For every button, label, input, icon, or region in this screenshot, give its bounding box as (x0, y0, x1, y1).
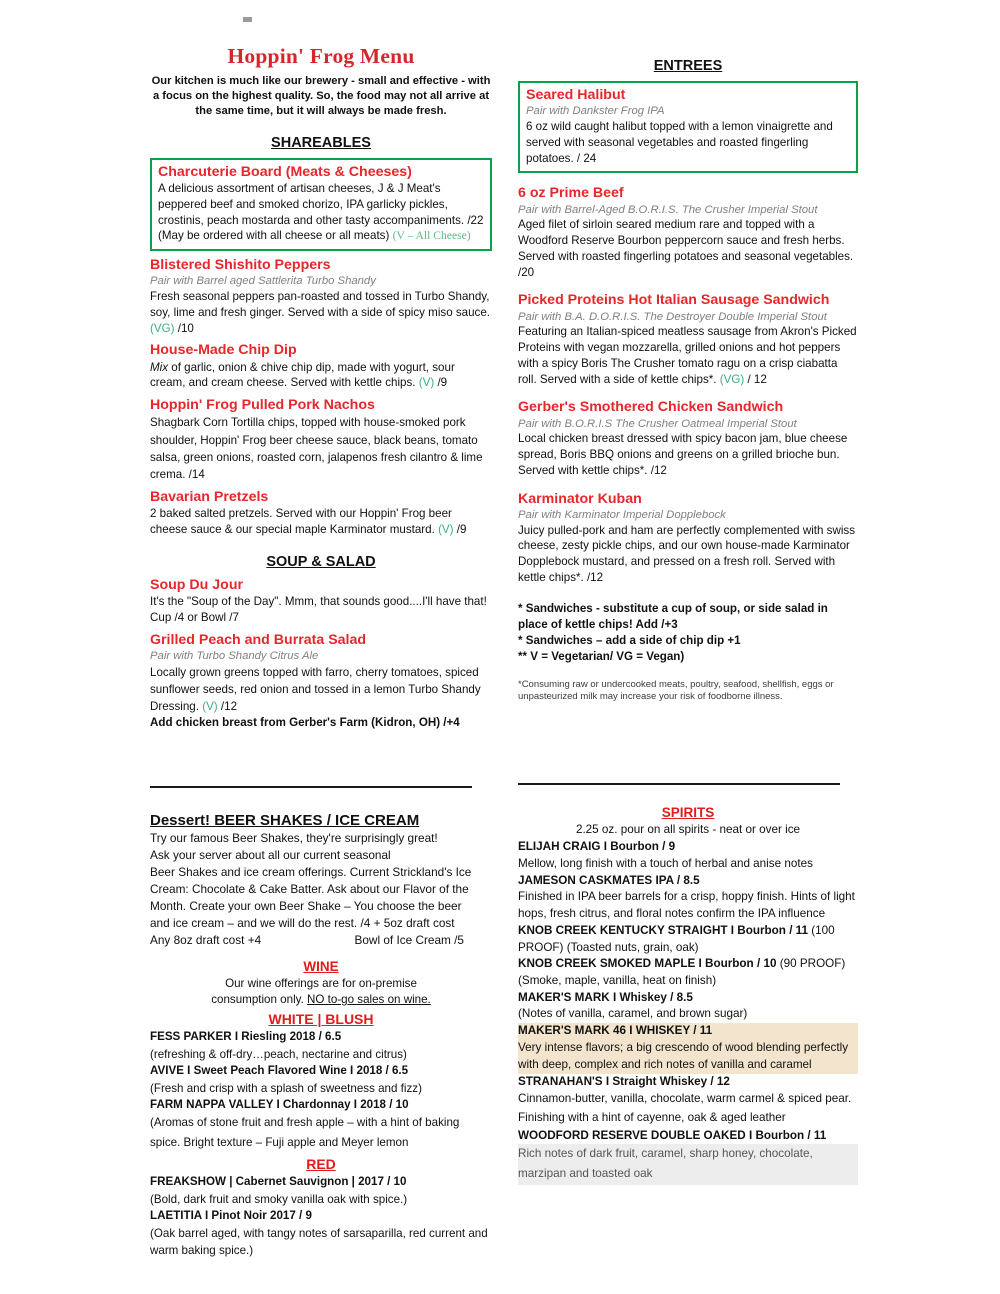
spirit-name: MAKER'S MARK 46 I WHISKEY / 11 (518, 1024, 713, 1038)
section-heading-white-blush: WHITE | BLUSH (268, 1011, 374, 1028)
item-description: 6 oz wild caught halibut topped with a lemon vinaigrette and served with seasonal vegetables and roasted fingerling potatoes. / 24 (526, 119, 833, 165)
wine-entry-laetitia (150, 1208, 492, 1259)
item-name: Picked Proteins Hot Italian Sausage Sandwich (518, 292, 830, 309)
wine-name: AVIVE I Sweet Peach Flavored Wine I 2018 / 6.5 (150, 1064, 409, 1078)
spirit-entry-woodford-reserve-double-oaked (518, 1128, 858, 1185)
section-heading-soup-salad: SOUP & SALAD (266, 553, 376, 570)
section-heading-entrees: ENTREES (653, 58, 723, 74)
section-heading-red-wine: RED (306, 1156, 336, 1173)
item-name: 6 oz Prime Beef (518, 185, 624, 202)
spirits-pour-note: 2.25 oz. pour on all spirits - neat or over ice (575, 823, 801, 836)
spirit-name: KNOB CREEK SMOKED MAPLE I Bourbon / 10 (90 PROOF)(Smoke, maple, vanilla, heat on finish) (518, 957, 846, 987)
item-description: Locally grown greens topped with farro, cherry tomatoes, spiced sunflower seeds, red onion and tossed in a lemon Turbo Shandy Dressing. (V) /12 (150, 665, 481, 714)
spirit-name: STRANAHAN'S I Straight Whiskey / 12 (518, 1074, 730, 1088)
spirit-name: ELIJAH CRAIG I Bourbon / 9 (518, 839, 676, 853)
spirit-entry-knob-creek-smoked-maple (518, 956, 858, 989)
menu-item-picked-proteins-sausage-sandwich (518, 292, 858, 387)
item-description: A delicious assortment of artisan cheeses, J & J Meat's peppered beef and smoked chorizo, IPA garlicky pickles, crostinis, peach mostarda and other tasty accompaniments. /22 (May be ordered with all cheese or all meats) (V – All Cheese) (158, 181, 484, 243)
dessert-line: Ask your server about all our current seasonal (150, 847, 391, 862)
spirit-name: WOODFORD RESERVE DOUBLE OAKED I Bourbon / 11 (518, 1128, 827, 1142)
menu-item-6oz-prime-beef (518, 185, 858, 280)
kitchen-intro-text: Our kitchen is much like our brewery - small and effective - with a focus on the highest quality. So, the food may not all arrive at the same time, but it will always be made fresh. (151, 75, 491, 117)
dessert-pricing-row (150, 932, 492, 949)
item-name: Blistered Shishito Peppers (150, 257, 331, 274)
wine-name: FESS PARKER I Riesling 2018 / 6.5 (150, 1030, 342, 1044)
section-heading-spirits: SPIRITS (661, 805, 715, 820)
salad-addon-note: Add chicken breast from Gerber's Farm (Kidron, OH) /+4 (150, 716, 460, 730)
item-pairing: Pair with Barrel-Aged B.O.R.I.S. The Crusher Imperial Stout (518, 203, 818, 216)
spirits-column (518, 805, 858, 1185)
item-name: Bavarian Pretzels (150, 489, 269, 506)
draft-cost-note: Any 8oz draft cost +4 (150, 932, 262, 947)
spirit-proof-note: (100 PROOF) (Toasted nuts, grain, oak) (518, 924, 835, 954)
item-description: 2 baked salted pretzels. Served with our Hoppin' Frog beer cheese sauce & our special maple Karminator mustard. (V) /9 (150, 507, 467, 537)
menu-item-seared-halibut (518, 81, 858, 173)
item-name: Karminator Kuban (518, 490, 642, 507)
item-pairing: Pair with B.A. D.O.R.I.S. The Destroyer Double Imperial Stout (518, 310, 827, 323)
bowl-ice-cream-price: Bowl of Ice Cream /5 (354, 932, 464, 947)
item-pairing: Pair with Turbo Shandy Citrus Ale (150, 650, 319, 663)
menu-item-pulled-pork-nachos (150, 397, 492, 483)
wine-description: (refreshing & off-dry…peach, nectarine and citrus) (150, 1047, 407, 1061)
left-column (150, 44, 492, 733)
item-description: It's the "Soup of the Day". Mmm, that sounds good....I'll have that! Cup /4 or Bowl /7 (150, 595, 487, 625)
spirit-description: Rich notes of dark fruit, caramel, sharp honey, chocolate, marzipan and toasted oak (518, 1144, 858, 1184)
dessert-line: Month. Create your own Beer Shake – You choose the beer (150, 898, 462, 913)
section-heading-wine: WINE (303, 958, 339, 974)
spirit-proof-note: (90 PROOF)(Smoke, maple, vanilla, heat on finish) (518, 957, 846, 987)
dietary-tag: (VG) (150, 321, 175, 335)
section-heading-dessert: Dessert! BEER SHAKES / ICE CREAM (150, 812, 420, 829)
dessert-line: Beer Shakes and ice cream offerings. Current Strickland's Ice (150, 864, 472, 879)
item-pairing: Pair with B.O.R.I.S The Crusher Oatmeal Imperial Stout (518, 417, 797, 430)
entree-note: ** V = Vegetarian/ VG = Vegan) (518, 649, 685, 663)
wine-entry-avive (150, 1063, 492, 1097)
spirit-name: JAMESON CASKMATES IPA / 8.5 (518, 873, 700, 887)
entree-note: * Sandwiches – add a side of chip dip +1 (518, 633, 741, 647)
dietary-tag: (V) (202, 700, 218, 714)
wine-entry-fess-parker (150, 1029, 492, 1063)
menu-item-house-made-chip-dip (150, 342, 492, 391)
spirit-entry-elijah-craig (518, 839, 858, 873)
menu-item-blistered-shishito-peppers (150, 257, 492, 336)
item-name: Hoppin' Frog Pulled Pork Nachos (150, 397, 375, 414)
spirit-description: Cinnamon-butter, vanilla, chocolate, warm carmel & spiced pear. Finishing with a hint of cayenne, oak & aged leather (518, 1092, 852, 1124)
item-pairing: Pair with Karminator Imperial Dopplebock (518, 508, 726, 521)
divider-left (150, 786, 472, 788)
spirit-name: KNOB CREEK KENTUCKY STRAIGHT I Bourbon / 11 (100 PROOF) (Toasted nuts, grain, oak) (518, 924, 835, 954)
dessert-wine-column (150, 812, 492, 1259)
section-heading-shareables: SHAREABLES (271, 134, 371, 151)
wine-note-line1: Our wine offerings are for on-premise (225, 976, 417, 990)
item-description: Aged filet of sirloin seared medium rare and topped with a Woodford Reserve Bourbon peppercorn sauce and fresh herbs. Served with roasted fingerling potatoes and seasonal vegetables. /20 (518, 218, 854, 279)
entree-note: * Sandwiches - substitute a cup of soup, or side salad in place of kettle chips! Add /+3 (518, 601, 828, 631)
item-description: Mix of garlic, onion & chive chip dip, made with yogurt, sour cream, and cream cheese. Served with kettle chips. (V) /9 (150, 360, 455, 390)
dessert-line: Cream: Chocolate & Cake Batter. Ask about our Flavor of the (150, 881, 469, 896)
item-name: Soup Du Jour (150, 576, 244, 593)
menu-item-karminator-kuban (518, 491, 858, 586)
item-pairing: Pair with Dankster Frog IPA (526, 105, 665, 118)
item-description: Featuring an Italian-spiced meatless sausage from Akron's Picked Proteins with vegan mozzarella, grilled onions and hot peppers with a spicy Boris The Crusher tomato ragu on a crisp ciabatta roll. Served with a side of kettle chips*. (VG) / 12 (518, 325, 857, 386)
item-description: Juicy pulled-pork and ham are perfectly complemented with swiss cheese, zesty pickle chips, and our own house-made Karminator Dopplebock mustard, and pressed on a fresh roll. Served with kettle chips*. /12 (518, 523, 856, 584)
spirit-description: Finished in IPA beer barrels for a crisp, hoppy finish. Hints of light hops, fresh citrus, and floral notes confirm the IPA influence (518, 890, 855, 921)
spirit-description: (Notes of vanilla, caramel, and brown sugar) (518, 1007, 748, 1021)
item-price: /12 (220, 700, 238, 714)
menu-item-grilled-peach-burrata-salad (150, 632, 492, 731)
wine-description: (Aromas of stone fruit and fresh apple – with a hint of baking spice. Bright texture – Fuji apple and Meyer lemon (150, 1116, 460, 1150)
menu-item-charcuterie-board (150, 158, 492, 251)
wine-description: (Oak barrel aged, with tangy notes of sarsaparilla, red current and warm baking spice.) (150, 1226, 488, 1258)
right-column (518, 58, 858, 704)
spirit-entry-makers-mark-46 (518, 1023, 858, 1074)
dietary-tag: (V) (438, 523, 454, 537)
wine-name: FREAKSHOW | Cabernet Sauvignon | 2017 / 10 (150, 1175, 407, 1189)
spirit-entry-knob-creek-kentucky-straight (518, 923, 858, 956)
spirit-description: Very intense flavors; a big crescendo of wood blending perfectly with deep, complex and rich notes of vanilla and caramel (518, 1040, 849, 1071)
wine-entry-freakshow (150, 1174, 492, 1208)
health-disclaimer: *Consuming raw or undercooked meats, poultry, seafood, shellfish, eggs or unpasteurized milk may increase your risk of foodborne illness. (518, 678, 834, 703)
menu-item-bavarian-pretzels (150, 489, 492, 538)
dietary-tag: (V) (418, 376, 435, 390)
menu-item-gerbers-smothered-chicken-sandwich (518, 399, 858, 478)
menu-item-soup-du-jour (150, 577, 492, 626)
wine-description: (Bold, dark fruit and smoky vanilla oak with spice.) (150, 1192, 408, 1206)
spirit-entry-makers-mark (518, 990, 858, 1024)
item-price: /9 (456, 523, 467, 537)
spirit-entry-jameson-caskmates (518, 873, 858, 924)
wine-name: FARM NAPPA VALLEY I Chardonnay I 2018 / 10 (150, 1098, 409, 1112)
dietary-tag: (V – All Cheese) (392, 229, 471, 243)
item-price: /9 (437, 376, 448, 390)
dessert-line: and ice cream – and we will do the rest. /4 + 5oz draft cost (150, 915, 455, 930)
wine-entry-farm-nappa-valley (150, 1097, 492, 1153)
item-description: Fresh seasonal peppers pan-roasted and tossed in Turbo Shandy, soy, lime and fresh ginger. Served with a side of spicy miso sauce. (VG) /10 (150, 290, 491, 335)
item-name: Charcuterie Board (Meats & Cheeses) (158, 163, 412, 180)
item-description: Shagbark Corn Tortilla chips, topped with house-smoked pork shoulder, Hoppin' Frog beer cheese sauce, black beans, tomato salsa, green onions, roasted corn, jalapenos fresh cilantro & lime crema. /14 (150, 416, 483, 481)
dessert-line: Try our famous Beer Shakes, they're surprisingly great! (150, 831, 438, 845)
item-price: / 12 (747, 372, 767, 386)
item-price: /10 (177, 321, 194, 335)
spirit-name: MAKER'S MARK I Whiskey / 8.5 (518, 990, 693, 1004)
item-pairing: Pair with Barrel aged Sattlerita Turbo Shandy (150, 275, 376, 288)
item-name: Seared Halibut (526, 87, 626, 103)
item-description: Local chicken breast dressed with spicy bacon jam, blue cheese spread, Boris BBQ onions and greens on a grilled brioche bun. Served with kettle chips*. /12 (518, 432, 848, 477)
wine-name: LAETITIA I Pinot Noir 2017 / 9 (150, 1209, 312, 1223)
entree-notes-block (518, 601, 858, 665)
dietary-tag: (VG) (719, 372, 745, 386)
item-name: House-Made Chip Dip (150, 342, 297, 359)
spirit-entry-stranahans (518, 1074, 858, 1128)
divider-right (518, 783, 840, 785)
wine-note-line2: consumption only. NO to-go sales on wine. (211, 993, 431, 1007)
spirit-description: Mellow, long finish with a touch of herbal and anise notes (518, 856, 813, 870)
page-title: Hoppin' Frog Menu (227, 44, 415, 68)
item-name: Grilled Peach and Burrata Salad (150, 631, 367, 648)
item-name: Gerber's Smothered Chicken Sandwich (518, 399, 784, 416)
scan-artifact-mark (243, 17, 252, 22)
wine-description: (Fresh and crisp with a splash of sweetness and fizz) (150, 1081, 422, 1095)
